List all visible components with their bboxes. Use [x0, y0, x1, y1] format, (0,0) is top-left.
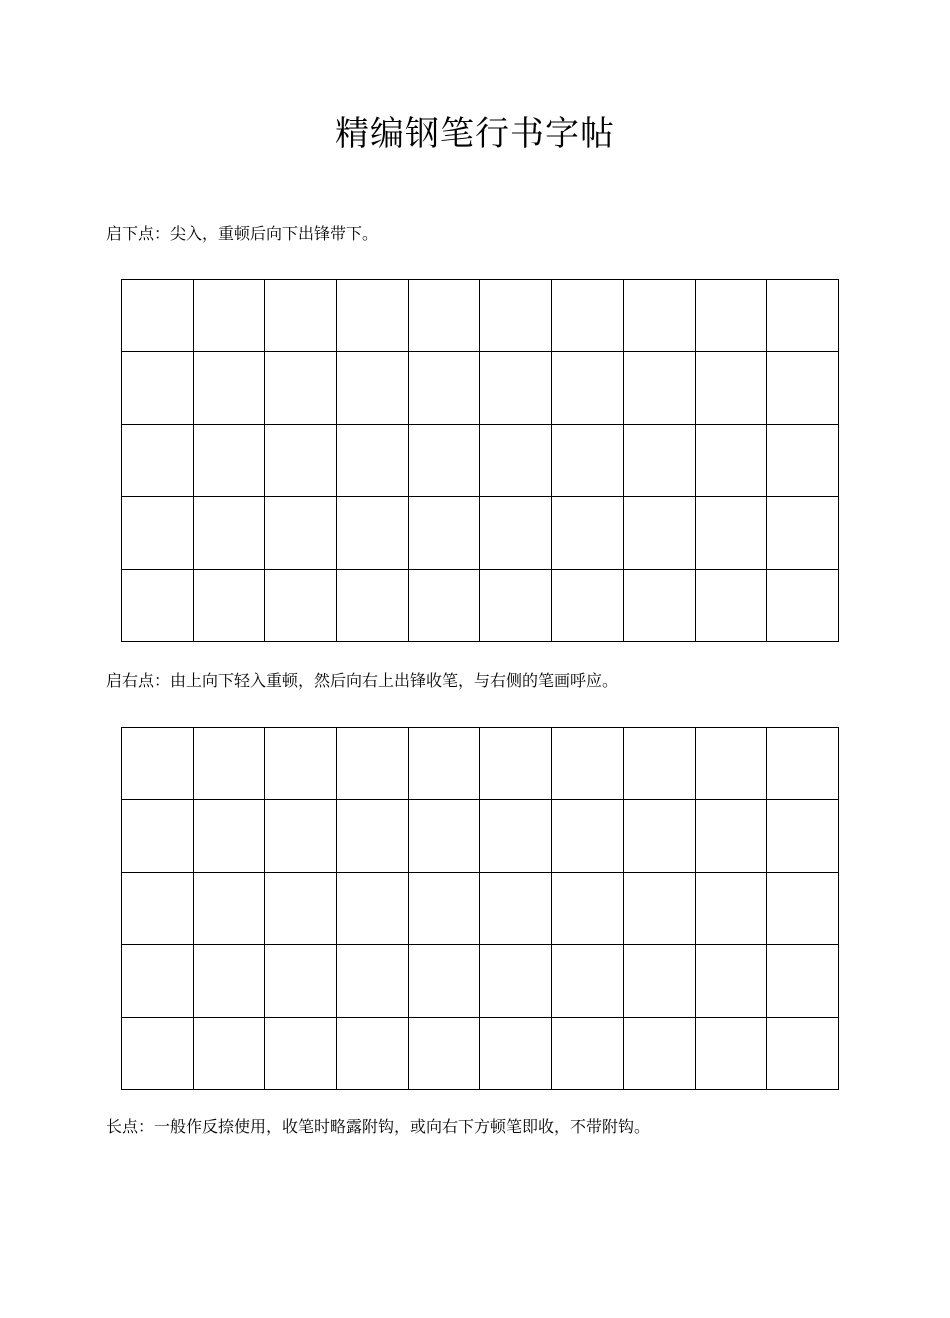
- grid-cell: [552, 945, 624, 1017]
- grid-cell: [767, 1017, 839, 1089]
- grid-cell: [122, 352, 194, 424]
- grid-cell: [265, 872, 337, 944]
- grid-row: [122, 800, 839, 872]
- grid-cell: [193, 569, 265, 641]
- grid-cell: [122, 569, 194, 641]
- grid-cell: [337, 352, 409, 424]
- practice-grid: [121, 727, 839, 1090]
- grid-cell: [623, 497, 695, 569]
- grid-cell: [552, 569, 624, 641]
- grid-cell: [193, 424, 265, 496]
- page-title: 精编钢笔行书字帖: [335, 114, 615, 154]
- grid-cell: [695, 1017, 767, 1089]
- grid-cell: [480, 800, 552, 872]
- grid-cell: [623, 352, 695, 424]
- grid-cell: [623, 569, 695, 641]
- grid-cell: [480, 280, 552, 352]
- grid-cell: [265, 352, 337, 424]
- grid-cell: [122, 280, 194, 352]
- grid-cell: [193, 872, 265, 944]
- grid-cell: [695, 424, 767, 496]
- grid-row: [122, 728, 839, 800]
- grid-cell: [695, 728, 767, 800]
- grid-cell: [767, 280, 839, 352]
- grid-cell: [623, 872, 695, 944]
- grid-row: [122, 945, 839, 1017]
- grid-cell: [695, 945, 767, 1017]
- grid-cell: [623, 1017, 695, 1089]
- instruction-text: 启右点：由上向下轻入重顿，然后向右上出锋收笔，与右侧的笔画呼应。: [106, 671, 619, 690]
- grid-row: [122, 569, 839, 641]
- grid-cell: [337, 800, 409, 872]
- grid-cell: [552, 352, 624, 424]
- grid-cell: [122, 945, 194, 1017]
- grid-row: [122, 497, 839, 569]
- grid-cell: [623, 424, 695, 496]
- grid-cell: [265, 800, 337, 872]
- grid-cell: [193, 280, 265, 352]
- grid-cell: [337, 1017, 409, 1089]
- grid-cell: [122, 497, 194, 569]
- grid-cell: [265, 1017, 337, 1089]
- grid-cell: [408, 424, 480, 496]
- grid-cell: [480, 872, 552, 944]
- grid-cell: [408, 945, 480, 1017]
- grid-row: [122, 352, 839, 424]
- grid-cell: [480, 569, 552, 641]
- grid-cell: [695, 497, 767, 569]
- grid-cell: [408, 352, 480, 424]
- grid-cell: [695, 872, 767, 944]
- grid-cell: [193, 352, 265, 424]
- grid-cell: [695, 569, 767, 641]
- grid-cell: [623, 945, 695, 1017]
- grid-cell: [480, 424, 552, 496]
- grid-row: [122, 872, 839, 944]
- grid-cell: [552, 872, 624, 944]
- instruction-text: 长点：一般作反捺使用，收笔时略露附钩，或向右下方顿笔即收，不带附钩。: [106, 1117, 651, 1136]
- grid-cell: [193, 728, 265, 800]
- grid-cell: [552, 280, 624, 352]
- grid-cell: [767, 497, 839, 569]
- grid-cell: [265, 569, 337, 641]
- grid-cell: [337, 569, 409, 641]
- grid-cell: [193, 1017, 265, 1089]
- grid-cell: [122, 1017, 194, 1089]
- grid-cell: [122, 424, 194, 496]
- grid-cell: [552, 424, 624, 496]
- grid-cell: [552, 800, 624, 872]
- grid-cell: [480, 352, 552, 424]
- grid-cell: [122, 800, 194, 872]
- grid-cell: [408, 1017, 480, 1089]
- grid-row: [122, 1017, 839, 1089]
- grid-cell: [337, 728, 409, 800]
- grid-cell: [695, 352, 767, 424]
- grid-cell: [480, 945, 552, 1017]
- grid-cell: [480, 497, 552, 569]
- grid-cell: [767, 945, 839, 1017]
- grid-cell: [337, 280, 409, 352]
- grid-cell: [265, 497, 337, 569]
- grid-cell: [265, 945, 337, 1017]
- grid-cell: [767, 424, 839, 496]
- grid-cell: [122, 728, 194, 800]
- grid-cell: [623, 800, 695, 872]
- grid-cell: [337, 872, 409, 944]
- grid-cell: [193, 945, 265, 1017]
- grid-cell: [695, 800, 767, 872]
- grid-cell: [767, 872, 839, 944]
- grid-cell: [265, 424, 337, 496]
- grid-row: [122, 280, 839, 352]
- grid-cell: [337, 424, 409, 496]
- grid-cell: [623, 280, 695, 352]
- grid-cell: [767, 728, 839, 800]
- instruction-text: 启下点：尖入，重顿后向下出锋带下。: [106, 224, 379, 243]
- grid-cell: [408, 569, 480, 641]
- grid-cell: [193, 800, 265, 872]
- grid-cell: [408, 728, 480, 800]
- grid-cell: [337, 945, 409, 1017]
- grid-cell: [265, 280, 337, 352]
- grid-cell: [193, 497, 265, 569]
- grid-cell: [480, 728, 552, 800]
- grid-cell: [767, 800, 839, 872]
- grid-row: [122, 424, 839, 496]
- grid-cell: [408, 872, 480, 944]
- grid-cell: [552, 497, 624, 569]
- grid-cell: [265, 728, 337, 800]
- grid-cell: [623, 728, 695, 800]
- grid-cell: [480, 1017, 552, 1089]
- grid-cell: [408, 497, 480, 569]
- grid-cell: [408, 800, 480, 872]
- grid-cell: [552, 1017, 624, 1089]
- grid-cell: [767, 352, 839, 424]
- grid-cell: [337, 497, 409, 569]
- grid-cell: [695, 280, 767, 352]
- grid-cell: [552, 728, 624, 800]
- grid-cell: [122, 872, 194, 944]
- grid-cell: [767, 569, 839, 641]
- practice-grid: [121, 279, 839, 642]
- grid-cell: [408, 280, 480, 352]
